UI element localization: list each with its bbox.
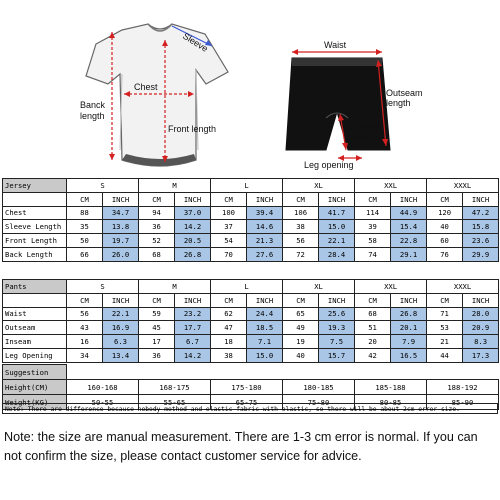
pants-cell: 34 xyxy=(67,348,103,362)
suggestion-row xyxy=(3,380,499,395)
pants-unit-blank xyxy=(3,293,67,307)
pants-cell: 45 xyxy=(139,321,175,335)
jersey-row-label: Back Length xyxy=(3,247,67,261)
pants-cell: 47 xyxy=(211,321,247,335)
jersey-cell: 26.8 xyxy=(175,247,211,261)
pants-size-m: M xyxy=(139,280,211,294)
pants-cell: 20.1 xyxy=(391,321,427,335)
jersey-row-label: Front Length xyxy=(3,234,67,248)
label-chest: Chest xyxy=(134,82,158,92)
jersey-cell: 100 xyxy=(211,206,247,220)
pants-cell: 6.7 xyxy=(175,335,211,349)
size-illustration xyxy=(0,0,500,176)
pants-row-label: Leg Opening xyxy=(3,348,67,362)
jersey-unit-cm: CM xyxy=(355,192,391,206)
jersey-cell: 20.5 xyxy=(175,234,211,248)
jersey-size-xxl: XXL xyxy=(355,179,427,193)
pants-unit-inch: INCH xyxy=(103,293,139,307)
jersey-unit-inch: INCH xyxy=(103,192,139,206)
pants-title: Pants xyxy=(3,280,67,294)
jersey-unit-header-row xyxy=(3,192,499,206)
pants-size-xl: XL xyxy=(283,280,355,294)
pants-unit-inch: INCH xyxy=(175,293,211,307)
jersey-cell: 26.0 xyxy=(103,247,139,261)
pants-unit-cm: CM xyxy=(355,293,391,307)
pants-cell: 71 xyxy=(427,307,463,321)
pants-cell: 51 xyxy=(355,321,391,335)
suggestion-cell: 85-90 xyxy=(427,395,499,410)
suggestion-cell: 168-175 xyxy=(139,380,211,395)
pants-unit-inch: INCH xyxy=(247,293,283,307)
jersey-size-table xyxy=(2,178,499,262)
jersey-row xyxy=(3,206,499,220)
jersey-title: Jersey xyxy=(3,179,67,193)
pants-size-l: L xyxy=(211,280,283,294)
jersey-unit-inch: INCH xyxy=(319,192,355,206)
pants-cell: 7.1 xyxy=(247,335,283,349)
suggestion-blank xyxy=(427,365,499,380)
jersey-cell: 22.1 xyxy=(319,234,355,248)
jersey-cell: 58 xyxy=(355,234,391,248)
jersey-cell: 114 xyxy=(355,206,391,220)
pants-row xyxy=(3,348,499,362)
jersey-cell: 41.7 xyxy=(319,206,355,220)
pants-cell: 38 xyxy=(211,348,247,362)
pants-row-label: Outseam xyxy=(3,321,67,335)
pants-cell: 24.4 xyxy=(247,307,283,321)
suggestion-header-row xyxy=(3,365,499,380)
suggestion-cell: 75-80 xyxy=(283,395,355,410)
jersey-cell: 40 xyxy=(427,220,463,234)
label-inseam-2: length xyxy=(350,133,375,143)
jersey-unit-inch: INCH xyxy=(463,192,499,206)
pants-cell: 15.7 xyxy=(319,348,355,362)
measurement-note: Note: the size are manual measurement. There are 1-3 cm error is normal. If you can not confirm the size, please contact customer service for advice. xyxy=(4,430,478,463)
pants-cell: 40 xyxy=(283,348,319,362)
jersey-unit-inch: INCH xyxy=(175,192,211,206)
pants-cell: 8.3 xyxy=(463,335,499,349)
suggestion-title: Suggestion xyxy=(3,365,67,380)
pants-cell: 16 xyxy=(67,335,103,349)
jersey-cell: 15.4 xyxy=(391,220,427,234)
jersey-unit-cm: CM xyxy=(427,192,463,206)
pants-cell: 25.6 xyxy=(319,307,355,321)
pants-cell: 17.3 xyxy=(463,348,499,362)
label-inseam-1: Inseam xyxy=(350,122,380,132)
pants-cell: 28.0 xyxy=(463,307,499,321)
pants-row xyxy=(3,307,499,321)
pants-cell: 65 xyxy=(283,307,319,321)
suggestion-blank xyxy=(355,365,427,380)
jersey-cell: 27.6 xyxy=(247,247,283,261)
jersey-cell: 39 xyxy=(355,220,391,234)
pants-cell: 17.7 xyxy=(175,321,211,335)
pants-unit-cm: CM xyxy=(67,293,103,307)
label-outseam-2: length xyxy=(386,98,411,108)
jersey-unit-inch: INCH xyxy=(247,192,283,206)
pants-unit-inch: INCH xyxy=(391,293,427,307)
pants-cell: 15.0 xyxy=(247,348,283,362)
pants-cell: 16.9 xyxy=(103,321,139,335)
jersey-cell: 38 xyxy=(283,220,319,234)
label-back-length-1: Banck xyxy=(80,100,106,110)
jersey-cell: 106 xyxy=(283,206,319,220)
suggestion-blank xyxy=(139,365,211,380)
jersey-unit-cm: CM xyxy=(211,192,247,206)
jersey-cell: 14.6 xyxy=(247,220,283,234)
jersey-cell: 47.2 xyxy=(463,206,499,220)
jersey-cell: 74 xyxy=(355,247,391,261)
jersey-cell: 94 xyxy=(139,206,175,220)
suggestion-cell: 65-75 xyxy=(211,395,283,410)
suggestion-cell: 50-55 xyxy=(67,395,139,410)
pants-cell: 68 xyxy=(355,307,391,321)
jersey-unit-cm: CM xyxy=(67,192,103,206)
label-outseam-1: Outseam xyxy=(386,88,423,98)
jersey-cell: 29.9 xyxy=(463,247,499,261)
suggestion-cell: 175-180 xyxy=(211,380,283,395)
pants-size-s: S xyxy=(67,280,139,294)
jersey-cell: 37.0 xyxy=(175,206,211,220)
jersey-cell: 14.2 xyxy=(175,220,211,234)
pants-cell: 62 xyxy=(211,307,247,321)
suggestion-cell: 160-168 xyxy=(67,380,139,395)
jersey-cell: 35 xyxy=(67,220,103,234)
pants-unit-cm: CM xyxy=(139,293,175,307)
pants-cell: 6.3 xyxy=(103,335,139,349)
jersey-unit-cm: CM xyxy=(283,192,319,206)
jersey-cell: 34.7 xyxy=(103,206,139,220)
jersey-cell: 50 xyxy=(67,234,103,248)
pants-cell: 26.8 xyxy=(391,307,427,321)
pants-cell: 43 xyxy=(67,321,103,335)
jersey-size-header-row xyxy=(3,179,499,193)
jersey-cell: 72 xyxy=(283,247,319,261)
pants-size-xxxl: XXXL xyxy=(427,280,499,294)
pants-row-label: Inseam xyxy=(3,335,67,349)
pants-row xyxy=(3,321,499,335)
jersey-cell: 19.7 xyxy=(103,234,139,248)
jersey-cell: 56 xyxy=(283,234,319,248)
label-leg-opening: Leg opening xyxy=(304,160,354,170)
pants-cell: 53 xyxy=(427,321,463,335)
label-sleeve: Sleeve xyxy=(181,30,210,54)
suggestion-row-label: Height(CM) xyxy=(3,380,67,395)
jersey-cell: 13.8 xyxy=(103,220,139,234)
jersey-size-xxxl: XXXL xyxy=(427,179,499,193)
jersey-cell: 37 xyxy=(211,220,247,234)
pants-size-xxl: XXL xyxy=(355,280,427,294)
pants-cell: 36 xyxy=(139,348,175,362)
pants-cell: 14.2 xyxy=(175,348,211,362)
pants-cell: 16.5 xyxy=(391,348,427,362)
jersey-cell: 15.0 xyxy=(319,220,355,234)
suggestion-blank xyxy=(283,365,355,380)
pants-size-header-row xyxy=(3,280,499,294)
pants-row-label: Waist xyxy=(3,307,67,321)
suggestion-cell: 188-192 xyxy=(427,380,499,395)
pants-unit-inch: INCH xyxy=(319,293,355,307)
jersey-row xyxy=(3,234,499,248)
jersey-row xyxy=(3,220,499,234)
suggestion-cell: 55-65 xyxy=(139,395,211,410)
jersey-unit-inch: INCH xyxy=(391,192,427,206)
jersey-row-label: Sleeve Length xyxy=(3,220,67,234)
suggestion-cell: 180-185 xyxy=(283,380,355,395)
label-back-length-2: length xyxy=(80,111,105,121)
jersey-size-s: S xyxy=(67,179,139,193)
jersey-row-label: Chest xyxy=(3,206,67,220)
jersey-cell: 15.8 xyxy=(463,220,499,234)
label-front-length: Front length xyxy=(168,124,217,134)
jersey-size-l: L xyxy=(211,179,283,193)
pants-cell: 17 xyxy=(139,335,175,349)
jersey-cell: 60 xyxy=(427,234,463,248)
jersey-cell: 66 xyxy=(67,247,103,261)
jersey-unit-blank xyxy=(3,192,67,206)
jersey-cell: 54 xyxy=(211,234,247,248)
pants-size-table xyxy=(2,279,499,363)
pants-cell: 44 xyxy=(427,348,463,362)
jersey-row xyxy=(3,247,499,261)
pants-cell: 20.9 xyxy=(463,321,499,335)
pants-cell: 18 xyxy=(211,335,247,349)
suggestion-cell: 185-188 xyxy=(355,380,427,395)
pants-cell: 13.4 xyxy=(103,348,139,362)
jersey-cell: 36 xyxy=(139,220,175,234)
pants-cell: 42 xyxy=(355,348,391,362)
pants-cell: 18.5 xyxy=(247,321,283,335)
jersey-cell: 44.9 xyxy=(391,206,427,220)
pants-row xyxy=(3,335,499,349)
jersey-cell: 76 xyxy=(427,247,463,261)
jersey-cell: 39.4 xyxy=(247,206,283,220)
suggestion-blank xyxy=(211,365,283,380)
jersey-cell: 22.8 xyxy=(391,234,427,248)
pants-cell: 21 xyxy=(427,335,463,349)
pants-cell: 56 xyxy=(67,307,103,321)
pants-cell: 59 xyxy=(139,307,175,321)
jersey-size-xl: XL xyxy=(283,179,355,193)
jersey-cell: 70 xyxy=(211,247,247,261)
pants-unit-header-row xyxy=(3,293,499,307)
pants-cell: 19 xyxy=(283,335,319,349)
pants-unit-cm: CM xyxy=(211,293,247,307)
jersey-cell: 120 xyxy=(427,206,463,220)
suggestion-blank xyxy=(67,365,139,380)
jersey-size-m: M xyxy=(139,179,211,193)
jersey-cell: 88 xyxy=(67,206,103,220)
pants-unit-inch: INCH xyxy=(463,293,499,307)
jersey-cell: 29.1 xyxy=(391,247,427,261)
pants-cell: 19.3 xyxy=(319,321,355,335)
jersey-cell: 68 xyxy=(139,247,175,261)
jersey-cell: 21.3 xyxy=(247,234,283,248)
jersey-cell: 52 xyxy=(139,234,175,248)
pants-cell: 22.1 xyxy=(103,307,139,321)
pants-cell: 7.9 xyxy=(391,335,427,349)
pants-cell: 20 xyxy=(355,335,391,349)
pants-cell: 7.5 xyxy=(319,335,355,349)
label-waist: Waist xyxy=(324,40,347,50)
jersey-cell: 23.6 xyxy=(463,234,499,248)
suggestion-cell: 80-85 xyxy=(355,395,427,410)
pants-unit-cm: CM xyxy=(427,293,463,307)
pants-cell: 23.2 xyxy=(175,307,211,321)
pants-cell: 49 xyxy=(283,321,319,335)
jersey-unit-cm: CM xyxy=(139,192,175,206)
fabric-note: Note: There are difference because nobody method and elastic fabric with elastic, so there will be about 2cm error size. xyxy=(2,403,498,414)
suggestion-row-label: Weight(KG) xyxy=(3,395,67,410)
pants-unit-cm: CM xyxy=(283,293,319,307)
jersey-cell: 28.4 xyxy=(319,247,355,261)
